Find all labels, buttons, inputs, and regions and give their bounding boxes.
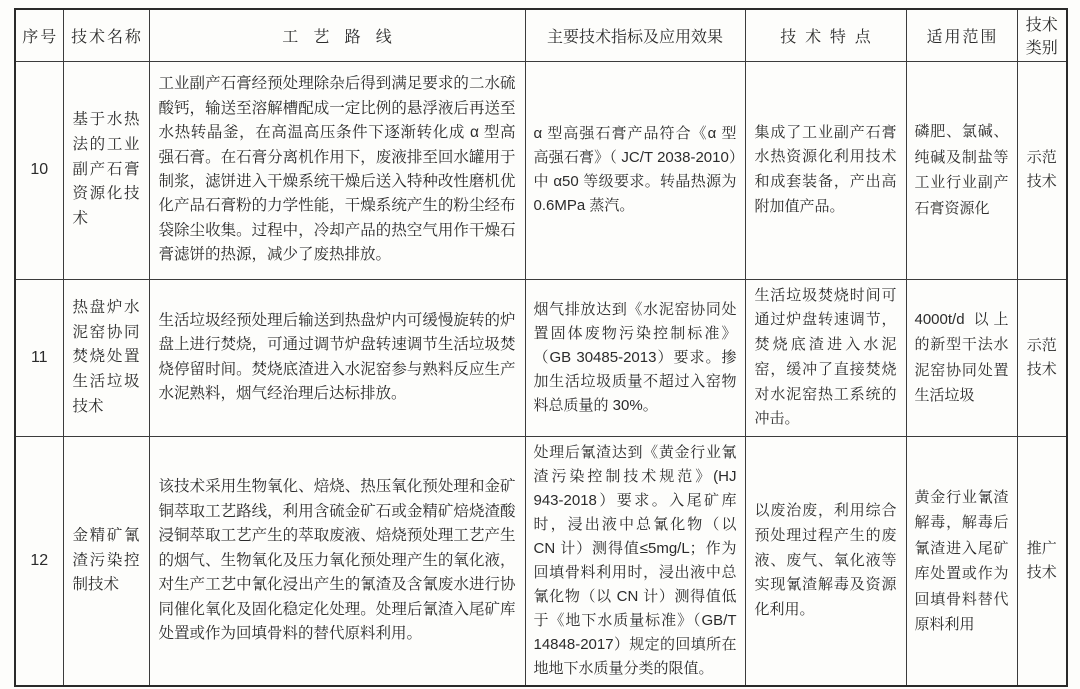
column-header-scope-label: 适用范围 [926,28,999,46]
cell-technology-category: 示范技术 [1017,279,1067,437]
column-header-name-label: 技术名称 [71,28,143,46]
cell-technology-name: 热盘炉水泥窑协同焚烧处置生活垃圾技术 [63,279,149,437]
cell-process-route: 工业副产石膏经预处理除杂后得到满足要求的二水硫酸钙，输送至溶解槽配成一定比例的悬浮液后再送至水热转晶釜，在高温高压条件下逐渐转化成 α 型高强石膏。在石膏分离机作用下，废液排至回水罐用于制浆，滤饼进入干燥系统干燥后送入特种改性磨机优化产品石膏粉的力学性能，干燥系统产生的粉尘经布袋除尘收集。过程中，冷却产品的热空气用作干燥石膏滤饼的热源，减少了废热排放。 [149,61,525,279]
column-header-indicators [525,9,745,61]
header-row [15,9,1067,61]
column-header-process-label: 工艺路线 [282,28,407,46]
cell-technical-indicators: 处理后氰渣达到《黄金行业氰渣污染控制技术规范》(HJ 943-2018）要求。入尾矿库时，浸出液中总氰化物（以 CN 计）测得值≤5mg/L；作为回填骨料利用时，浸出液中总氰化物（以 CN 计）测得值低于《地下水质量标准》（GB/T 14848-2017）规定的回填所在地地下水质量分类的限值。 [525,437,745,687]
column-header-serial [15,9,63,61]
cell-serial-number: 12 [15,437,63,687]
cell-technology-category: 示范技术 [1017,61,1067,279]
cell-applicable-scope: 4000t/d 以上的新型干法水泥窑协同处置生活垃圾 [906,279,1017,437]
cell-technical-features: 集成了工业副产石膏水热资源化利用技术和成套装备，产出高附加值产品。 [745,61,906,279]
cell-serial-number: 10 [15,61,63,279]
cell-technical-features: 以废治废，利用综合预处理过程产生的废液、废气、氧化液等实现氰渣解毒及资源化利用。 [745,437,906,687]
column-header-category [1017,9,1067,61]
column-header-scope [906,9,1017,61]
cell-technical-indicators: α 型高强石膏产品符合《α 型高强石膏》（ JC/T 2038-2010）中 α50 等级要求。转晶热源为 0.6MPa 蒸汽。 [525,61,745,279]
column-header-features [745,9,906,61]
table-row-12 [15,437,1067,687]
table-row-11 [15,279,1067,437]
column-header-name [63,9,149,61]
technology-catalog-table [14,8,1068,687]
column-header-serial-label: 序号 [22,28,59,46]
cell-applicable-scope: 黄金行业氰渣解毒，解毒后氰渣进入尾矿库处置或作为回填骨料替代原料利用 [906,437,1017,687]
cell-technology-name: 基于水热法的工业副产石膏资源化技术 [63,61,149,279]
column-header-features-label: 技术特点 [780,28,880,46]
column-header-category-label: 技术类别 [1025,17,1058,58]
cell-technology-category: 推广技术 [1017,437,1067,687]
cell-applicable-scope: 磷肥、氯碱、纯碱及制盐等工业行业副产石膏资源化 [906,61,1017,279]
cell-serial-number: 11 [15,279,63,437]
cell-technical-features: 生活垃圾焚烧时间可通过炉盘转速调节，焚烧底渣进入水泥窑，缓冲了直接焚烧对水泥窑热工系统的冲击。 [745,279,906,437]
cell-technical-indicators: 烟气排放达到《水泥窑协同处置固体废物污染控制标准》（GB 30485-2013）要求。掺加生活垃圾质量不超过入窑物料总质量的 30%。 [525,279,745,437]
cell-technology-name: 金精矿氰渣污染控制技术 [63,437,149,687]
column-header-process [149,9,525,61]
column-header-indicators-label: 主要技术指标及应用效果 [546,28,723,46]
cell-process-route: 生活垃圾经预处理后输送到热盘炉内可缓慢旋转的炉盘上进行焚烧，可通过调节炉盘转速调节生活垃圾焚烧停留时间。焚烧底渣进入水泥窑参与熟料反应生产水泥熟料，烟气经治理后达标排放。 [149,279,525,437]
table-row-10 [15,61,1067,279]
cell-process-route: 该技术采用生物氧化、焙烧、热压氧化预处理和金矿铜萃取工艺路线，利用含硫金矿石或金精矿焙烧渣酸浸铜萃取工艺产生的萃取废液、焙烧预处理工艺产生的烟气、生物氧化及压力氧化预处理产生的氧化液，对生产工艺中氰化浸出产生的氰渣及含氰废水进行协同催化氧化及固化稳定化处理。处理后氰渣入尾矿库处置或作为回填骨料的替代原料利用。 [149,437,525,687]
